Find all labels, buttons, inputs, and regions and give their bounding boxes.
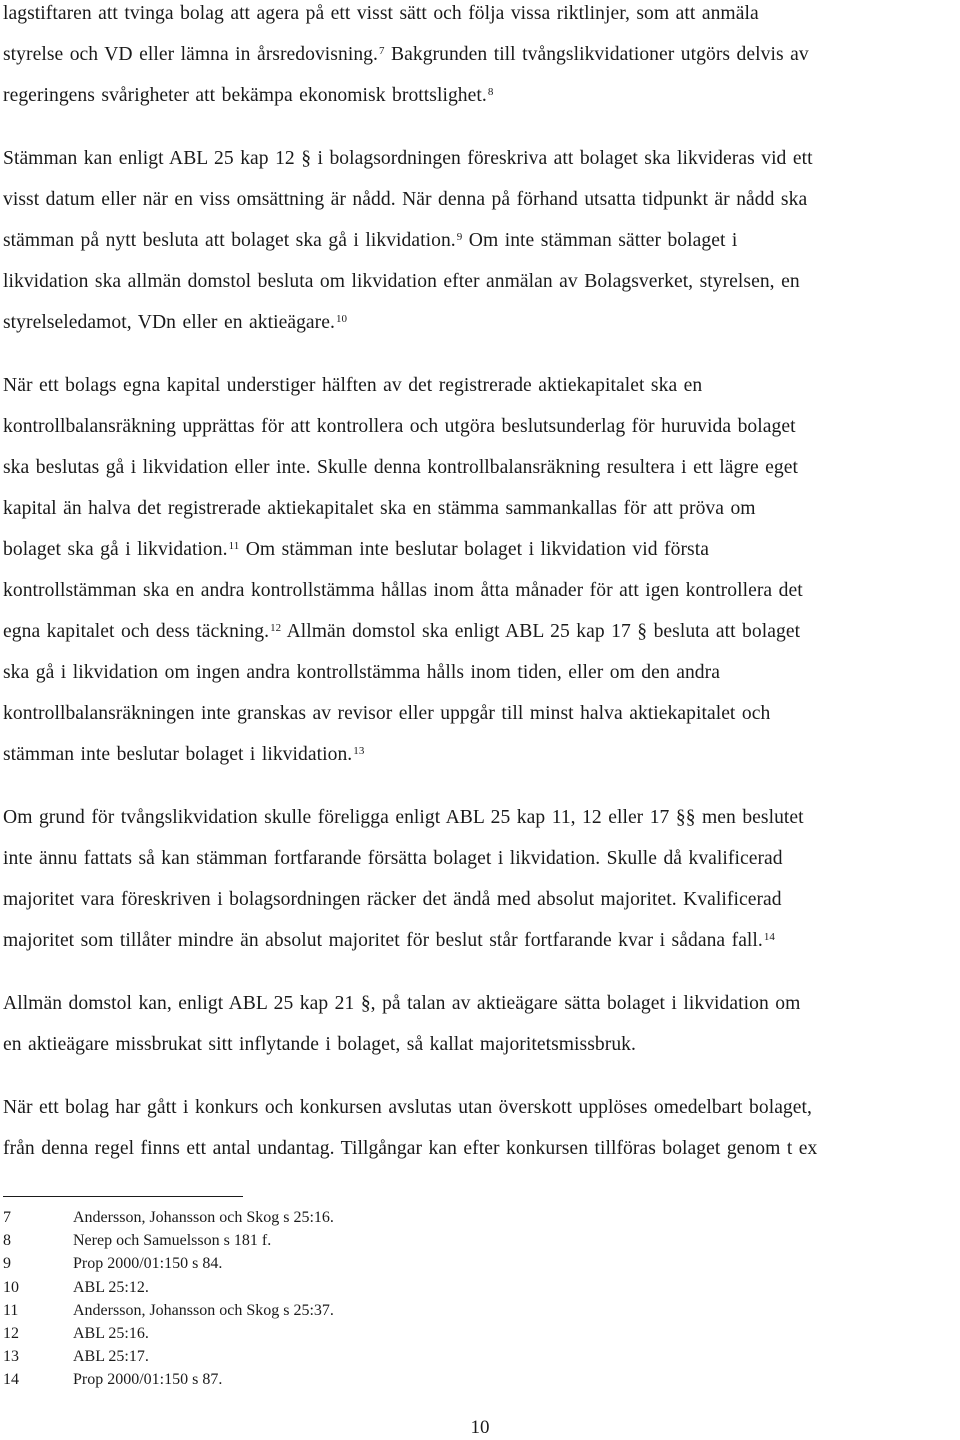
text-line (3, 406, 957, 447)
footnote-separator (3, 1196, 243, 1197)
text-line (3, 529, 957, 570)
line-text-after-reference: Om stämman inte beslutar bolaget i likvidation vid första (239, 539, 709, 560)
line-text: bolaget ska gå i likvidation. (3, 539, 228, 560)
line-text: stämman inte beslutar bolaget i likvidation. (3, 744, 353, 765)
text-line (3, 220, 957, 261)
line-text: inte ännu fattats så kan stämman fortfarande försätta bolaget i likvidation. Skulle då kvalificerad (3, 848, 783, 869)
line-text: kontrollstämman ska en andra kontrollstämma hållas inom åtta månader för att igen kontrollera det (3, 580, 803, 601)
paragraph (3, 138, 957, 343)
line-text: När ett bolag har gått i konkurs och konkursen avslutas utan överskott upplöses omedelbart bolaget, (3, 1097, 812, 1118)
footnote-reference[interactable]: 8 (487, 85, 494, 98)
footnote-reference[interactable]: 12 (270, 621, 282, 634)
footnote-item (3, 1322, 903, 1345)
line-text: regeringens svårigheter att bekämpa ekonomisk brottslighet. (3, 85, 487, 106)
footnote-item (3, 1345, 903, 1368)
footnote-number: 10 (3, 1278, 19, 1296)
paragraph (3, 1087, 957, 1169)
line-text: styrelseledamot, VDn eller en aktieägare. (3, 312, 335, 333)
line-text: Stämman kan enligt ABL 25 kap 12 § i bolagsordningen föreskriva att bolaget ska likvideras vid ett (3, 148, 813, 169)
text-line (3, 797, 957, 838)
footnote-item (3, 1206, 903, 1229)
paragraph (3, 0, 957, 116)
footnote-text: ABL 25:17. (73, 1348, 149, 1366)
footnote-text: ABL 25:12. (73, 1278, 149, 1296)
page-number: 10 (470, 1417, 490, 1438)
line-text: ska gå i likvidation om ingen andra kontrollstämma hålls inom tiden, eller om den andra (3, 662, 720, 683)
line-text: kapital än halva det registrerade aktiekapitalet ska en stämma sammankallas för att pröva om (3, 498, 756, 519)
line-text: När ett bolags egna kapital understiger hälften av det registrerade aktiekapitalet ska en (3, 375, 703, 396)
text-line (3, 1128, 957, 1169)
text-line (3, 734, 957, 775)
line-text: visst datum eller när en viss omsättning är nådd. När denna på förhand utsatta tidpunkt är nådd ska (3, 189, 808, 210)
line-text: från denna regel finns ett antal undantag. Tillgångar kan efter konkursen tillföras bolaget genom t ex (3, 1138, 818, 1159)
footnote-number: 14 (3, 1371, 19, 1389)
text-line (3, 611, 957, 652)
footnote-reference[interactable]: 11 (228, 539, 240, 552)
line-text: majoritet som tillåter mindre än absolut majoritet för beslut står fortfarande kvar i sådana fall. (3, 930, 763, 951)
text-line (3, 138, 957, 179)
text-line (3, 365, 957, 406)
text-line (3, 652, 957, 693)
footnote-number: 11 (3, 1301, 19, 1319)
footnote-number: 12 (3, 1325, 19, 1343)
paragraph (3, 365, 957, 775)
text-line (3, 838, 957, 879)
footnote-text: ABL 25:16. (73, 1325, 149, 1343)
line-text: en aktieägare missbrukat sitt inflytande i bolaget, så kallat majoritetsmissbruk. (3, 1034, 636, 1055)
footnote-text: Andersson, Johansson och Skog s 25:16. (73, 1209, 334, 1226)
footnote-reference[interactable]: 10 (335, 312, 348, 325)
body-text (3, 0, 957, 1169)
text-line (3, 920, 957, 961)
footnote-text: Nerep och Samuelsson s 181 f. (73, 1232, 272, 1250)
line-text: majoritet vara föreskriven i bolagsordningen räcker det ändå med absolut majoritet. Kvalificerad (3, 889, 782, 910)
text-line (3, 693, 957, 734)
line-text-after-reference: Allmän domstol ska enligt ABL 25 kap 17 § besluta att bolaget (281, 621, 801, 642)
footnote-reference[interactable]: 7 (378, 44, 385, 57)
line-text: stämman på nytt besluta att bolaget ska gå i likvidation. (3, 230, 456, 251)
text-line (3, 0, 957, 34)
line-text: lagstiftaren att tvinga bolag att agera på ett visst sätt och följa vissa riktlinjer, som att anmäla (3, 3, 759, 24)
text-line (3, 983, 957, 1024)
footnote-text: Prop 2000/01:150 s 84. (73, 1255, 223, 1273)
text-line (3, 447, 957, 488)
line-text: kontrollbalansräkningen inte granskas av revisor eller uppgår till minst halva aktiekapitalet och (3, 703, 771, 724)
footnote-item (3, 1229, 903, 1252)
paragraph (3, 983, 957, 1065)
footnotes (3, 1206, 903, 1392)
footnote-reference[interactable]: 9 (456, 230, 463, 243)
footnote-item (3, 1276, 903, 1299)
footnote-item (3, 1368, 903, 1391)
text-line (3, 488, 957, 529)
footnote-reference[interactable]: 14 (763, 930, 775, 943)
line-text-after-reference: Om inte stämman sätter bolaget i (462, 230, 738, 251)
footnote-number: 8 (3, 1232, 11, 1250)
footnote-number: 13 (3, 1348, 19, 1366)
line-text: likvidation ska allmän domstol besluta om likvidation efter anmälan av Bolagsverket, styrelsen, en (3, 271, 800, 292)
line-text: Allmän domstol kan, enligt ABL 25 kap 21 §, på talan av aktieägare sätta bolaget i likvidation om (3, 993, 801, 1014)
text-line (3, 879, 957, 920)
footnote-text: Prop 2000/01:150 s 87. (73, 1371, 223, 1389)
line-text-after-reference: Bakgrunden till tvångslikvidationer utgörs delvis av (384, 44, 809, 65)
footnote-reference[interactable]: 13 (353, 744, 365, 757)
text-line (3, 1024, 957, 1065)
line-text: styrelse och VD eller lämna in årsredovisning. (3, 44, 378, 65)
text-line (3, 34, 957, 75)
footnote-item (3, 1252, 903, 1275)
footnote-number: 7 (3, 1209, 11, 1226)
text-line (3, 302, 957, 343)
paragraph (3, 797, 957, 961)
text-line (3, 75, 957, 116)
line-text: kontrollbalansräkning upprättas för att kontrollera och utgöra beslutsunderlag för huruvida bolaget (3, 416, 796, 437)
line-text: egna kapitalet och dess täckning. (3, 621, 270, 642)
text-line (3, 261, 957, 302)
document-page (3, 0, 957, 1440)
footnote-text: Andersson, Johansson och Skog s 25:37. (73, 1301, 334, 1319)
line-text: ska beslutas gå i likvidation eller inte. Skulle denna kontrollbalansräkning resultera i ett lägre eget (3, 457, 798, 478)
text-line (3, 1087, 957, 1128)
footnote-number: 9 (3, 1255, 11, 1273)
text-line (3, 570, 957, 611)
line-text: Om grund för tvångslikvidation skulle föreligga enligt ABL 25 kap 11, 12 eller 17 §§ men beslutet (3, 807, 804, 828)
text-line (3, 179, 957, 220)
footnote-item (3, 1299, 903, 1322)
